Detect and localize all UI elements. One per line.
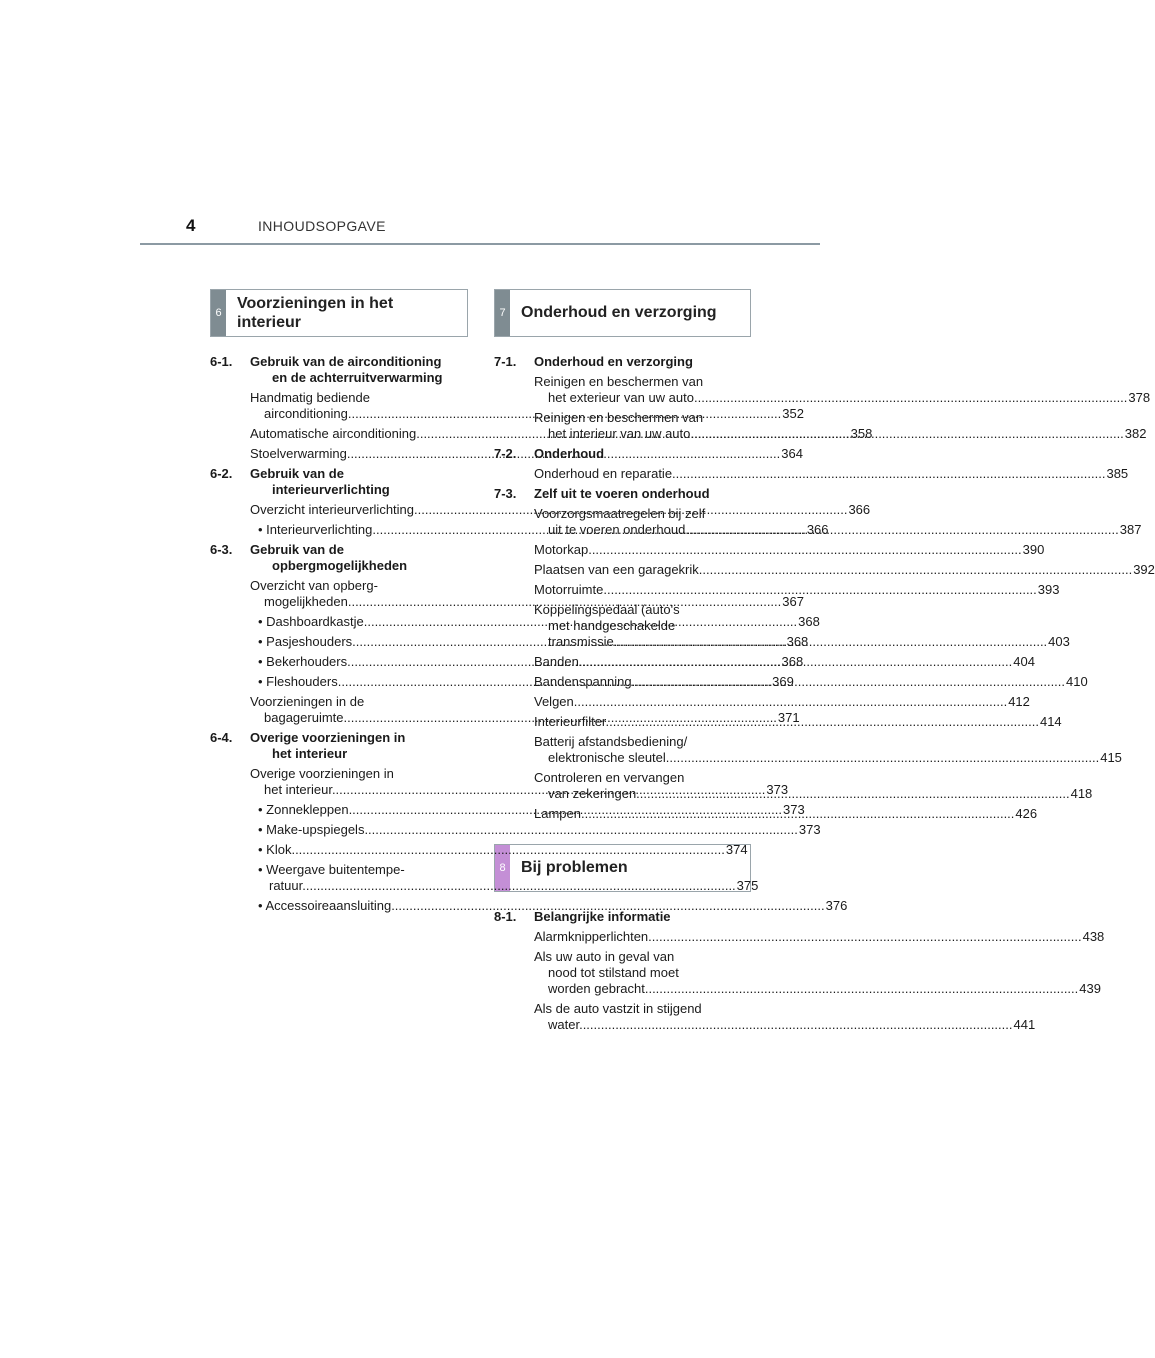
entry-text: • Interieurverlichting bbox=[258, 522, 373, 537]
dot-leader bbox=[603, 582, 1036, 597]
entry-text: mogelijkheden bbox=[264, 594, 348, 609]
entry-text: airconditioning bbox=[264, 406, 348, 421]
entry-text-line: nood tot stilstand moet bbox=[548, 965, 679, 980]
entry-text: uit te voeren onderhoud bbox=[548, 522, 686, 537]
entry-text: • Dashboardkastje bbox=[258, 614, 364, 629]
entry-text-line: Als de auto vastzit in stijgend bbox=[534, 1001, 702, 1016]
page-reference[interactable]: 373 bbox=[798, 822, 821, 837]
header-rule bbox=[140, 243, 820, 245]
chapter-title bbox=[534, 486, 741, 502]
section-7-box bbox=[494, 289, 751, 337]
entry-text-line: Controleren en vervangen bbox=[534, 770, 685, 785]
chapter-heading bbox=[494, 909, 741, 925]
entry-text: Motorruimte bbox=[534, 582, 604, 597]
dot-leader bbox=[302, 878, 735, 893]
chapter-heading bbox=[494, 446, 741, 462]
section-6-title-line: interieur bbox=[237, 314, 302, 331]
chapter-heading bbox=[210, 730, 457, 762]
entry-last-line bbox=[534, 562, 1155, 578]
dot-leader bbox=[632, 674, 1065, 689]
entry-last-line bbox=[258, 822, 821, 838]
toc-entry[interactable] bbox=[534, 1001, 1036, 1033]
dot-leader bbox=[579, 654, 1012, 669]
chapter-title-line: Gebruik van de bbox=[250, 466, 344, 481]
page-reference[interactable]: 352 bbox=[782, 406, 804, 421]
page-reference[interactable]: 375 bbox=[736, 878, 759, 893]
entry-last-line bbox=[534, 582, 1060, 598]
page-reference[interactable]: 410 bbox=[1066, 674, 1088, 689]
dot-leader bbox=[645, 981, 1078, 996]
dot-leader bbox=[364, 822, 797, 837]
entry-text: Overzicht interieurverlichting bbox=[250, 502, 415, 517]
page-reference[interactable]: 414 bbox=[1039, 714, 1062, 729]
entry-text: van zekeringen bbox=[548, 786, 637, 801]
page-reference[interactable]: 385 bbox=[1106, 466, 1129, 481]
page-reference[interactable]: 366 bbox=[848, 502, 871, 517]
chapter-heading bbox=[210, 466, 457, 498]
entry-last-line bbox=[534, 542, 1045, 558]
dot-leader bbox=[685, 522, 1118, 537]
dot-leader bbox=[574, 694, 1007, 709]
entry-text: transmissie bbox=[548, 634, 614, 649]
page-reference[interactable]: 404 bbox=[1013, 654, 1035, 669]
entry-text: het exterieur van uw auto bbox=[548, 390, 694, 405]
page-reference[interactable]: 438 bbox=[1082, 929, 1105, 944]
chapter-heading bbox=[210, 354, 457, 386]
dot-leader bbox=[606, 714, 1039, 729]
entry-text: Plaatsen van een garagekrik bbox=[534, 562, 699, 577]
entry-text: Bandenspanning bbox=[534, 674, 632, 689]
page-reference[interactable]: 393 bbox=[1037, 582, 1060, 597]
toc-entry[interactable] bbox=[534, 542, 1045, 558]
chapter-title-line: Overige voorzieningen in bbox=[250, 730, 406, 745]
chapter-number: 6-3. bbox=[210, 542, 233, 557]
entry-text: • Pasjeshouders bbox=[258, 634, 353, 649]
entry-text-line: • Weergave buitentempe- bbox=[258, 862, 405, 877]
section-8-title: Bij problemen bbox=[521, 859, 628, 876]
toc-entry[interactable] bbox=[534, 694, 1030, 710]
toc-entry[interactable] bbox=[534, 466, 1129, 482]
page-reference[interactable]: 373 bbox=[766, 782, 789, 797]
chapter-title-line: het interieur bbox=[272, 746, 348, 761]
entry-text: • Fleshouders bbox=[258, 674, 338, 689]
header-title: INHOUDSOPGAVE bbox=[258, 218, 386, 234]
chapter-title-line: en de achterruitverwarming bbox=[272, 370, 443, 385]
page-number: 4 bbox=[186, 216, 196, 235]
entry-text: • Accessoireaansluiting bbox=[258, 898, 392, 913]
chapter-title-line: opbergmogelijkheden bbox=[272, 558, 408, 573]
entry-text: • Bekerhouders bbox=[258, 654, 348, 669]
entry-text: worden gebracht bbox=[548, 981, 645, 996]
entry-text: water bbox=[548, 1017, 580, 1032]
dot-leader bbox=[694, 390, 1127, 405]
page-reference[interactable]: 439 bbox=[1079, 981, 1101, 996]
entry-text-line: Als uw auto in geval van bbox=[534, 949, 675, 964]
chapter-heading bbox=[494, 354, 741, 370]
toc-subentry[interactable] bbox=[258, 898, 848, 914]
entry-text: het interieur bbox=[264, 782, 332, 797]
entry-text-line: Koppelingspedaal (auto's bbox=[534, 602, 680, 617]
dot-leader bbox=[690, 426, 1123, 441]
entry-text: Velgen bbox=[534, 694, 574, 709]
entry-text: Automatische airconditioning bbox=[250, 426, 417, 441]
section-8-tab: 8 bbox=[495, 845, 510, 891]
toc-entry[interactable] bbox=[534, 929, 1105, 945]
section-6-title-line: Voorzieningen in het bbox=[237, 295, 394, 312]
page-reference[interactable]: 426 bbox=[1015, 806, 1038, 821]
page-reference[interactable]: 403 bbox=[1048, 634, 1070, 649]
entry-text: • Make-upspiegels bbox=[258, 822, 365, 837]
entry-text: Banden bbox=[534, 654, 579, 669]
page-reference[interactable]: 369 bbox=[772, 674, 794, 689]
toc-entry[interactable] bbox=[534, 949, 1101, 997]
page-reference[interactable]: 368 bbox=[786, 634, 809, 649]
chapter-title bbox=[534, 354, 741, 370]
page-reference[interactable]: 368 bbox=[798, 614, 820, 629]
entry-last-line bbox=[534, 694, 1030, 710]
toc-subentry[interactable] bbox=[258, 842, 748, 858]
entry-text-line: Reinigen en beschermen van bbox=[534, 410, 704, 425]
dot-leader bbox=[636, 786, 1069, 801]
chapter-title bbox=[250, 354, 457, 386]
page-reference[interactable]: 441 bbox=[1013, 1017, 1036, 1032]
chapter-number: 7-3. bbox=[494, 486, 517, 501]
page-reference[interactable]: 387 bbox=[1119, 522, 1142, 537]
entry-text-line: Voorzieningen in de bbox=[250, 694, 365, 709]
toc-subentry[interactable] bbox=[258, 822, 821, 838]
page-header bbox=[0, 216, 960, 246]
dot-leader bbox=[672, 466, 1105, 481]
entry-last-line bbox=[258, 898, 848, 914]
section-6-box bbox=[210, 289, 468, 337]
chapter-number: 7-2. bbox=[494, 446, 517, 461]
section-7-title: Onderhoud en verzorging bbox=[521, 304, 717, 321]
entry-text: bagageruimte bbox=[264, 710, 344, 725]
entry-text: • Zonnekleppen bbox=[258, 802, 349, 817]
chapter-title-line: Gebruik van de airconditioning bbox=[250, 354, 442, 369]
entry-last-line bbox=[258, 842, 748, 858]
dot-leader bbox=[588, 542, 1021, 557]
chapter-title bbox=[250, 466, 457, 498]
entry-text-line: Voorzorgsmaatregelen bij zelf bbox=[534, 506, 706, 521]
entry-text: Motorkap bbox=[534, 542, 589, 557]
entry-last-line bbox=[534, 929, 1105, 945]
entry-text: • Klok bbox=[258, 842, 292, 857]
dot-leader bbox=[648, 929, 1081, 944]
toc-entry[interactable] bbox=[534, 582, 1060, 598]
entry-text: Stoelverwarming bbox=[250, 446, 347, 461]
section-7-tab: 7 bbox=[495, 290, 510, 336]
page-reference[interactable]: 367 bbox=[782, 594, 804, 609]
page-reference[interactable]: 376 bbox=[825, 898, 848, 913]
page-reference[interactable]: 368 bbox=[781, 654, 804, 669]
page-reference[interactable]: 366 bbox=[806, 522, 829, 537]
entry-text-line: Handmatig bediende bbox=[250, 390, 370, 405]
entry-text-line: Batterij afstandsbediening/ bbox=[534, 734, 688, 749]
entry-text-line: Overige voorzieningen in bbox=[250, 766, 394, 781]
dot-leader bbox=[581, 806, 1014, 821]
entry-text: elektronische sleutel bbox=[548, 750, 666, 765]
chapter-title bbox=[250, 542, 457, 574]
chapter-title-line: Onderhoud en verzorging bbox=[534, 354, 693, 369]
entry-text-line: Reinigen en beschermen van bbox=[534, 374, 704, 389]
chapter-number: 6-1. bbox=[210, 354, 233, 369]
entry-last-line bbox=[534, 390, 1151, 406]
dot-leader bbox=[579, 1017, 1012, 1032]
entry-text-line: Overzicht van opberg- bbox=[250, 578, 378, 593]
chapter-heading bbox=[210, 542, 457, 574]
chapter-title-line: Belangrijke informatie bbox=[534, 909, 671, 924]
page-reference[interactable]: 382 bbox=[1124, 426, 1147, 441]
dot-leader bbox=[666, 750, 1099, 765]
page-reference[interactable]: 412 bbox=[1008, 694, 1030, 709]
chapter-title-line: Onderhoud bbox=[534, 446, 605, 461]
page-reference[interactable]: 373 bbox=[782, 802, 805, 817]
entry-last-line bbox=[534, 1017, 1036, 1033]
dot-leader bbox=[699, 562, 1132, 577]
chapter-number: 8-1. bbox=[494, 909, 517, 924]
dot-leader bbox=[614, 634, 1047, 649]
page-reference[interactable]: 392 bbox=[1133, 562, 1155, 577]
chapter-number: 6-2. bbox=[210, 466, 233, 481]
entry-text: ratuur bbox=[269, 878, 303, 893]
page-reference[interactable]: 358 bbox=[850, 426, 873, 441]
page-reference[interactable]: 415 bbox=[1100, 750, 1122, 765]
chapter-title bbox=[534, 909, 741, 925]
page-reference[interactable]: 378 bbox=[1128, 390, 1151, 405]
page-reference[interactable]: 371 bbox=[777, 710, 800, 725]
section-6-tab: 6 bbox=[211, 290, 226, 336]
chapter-title-line: interieurverlichting bbox=[272, 482, 390, 497]
entry-last-line bbox=[258, 878, 759, 894]
chapter-heading bbox=[494, 486, 741, 502]
page-reference[interactable]: 374 bbox=[725, 842, 748, 857]
section-6-title bbox=[237, 294, 393, 332]
chapter-title bbox=[534, 446, 741, 462]
entry-text-line: met handgeschakelde bbox=[548, 618, 676, 633]
entry-text: Alarmknipperlichten bbox=[534, 929, 649, 944]
dot-leader bbox=[291, 842, 724, 857]
chapter-title bbox=[250, 730, 457, 762]
toc-entry[interactable] bbox=[534, 374, 1151, 406]
entry-last-line bbox=[534, 466, 1129, 482]
toc-entry[interactable] bbox=[534, 734, 1122, 766]
chapter-number: 7-1. bbox=[494, 354, 517, 369]
entry-last-line bbox=[534, 750, 1122, 766]
page-reference[interactable]: 418 bbox=[1070, 786, 1093, 801]
page-reference[interactable]: 390 bbox=[1022, 542, 1045, 557]
entry-text: Interieurfilter bbox=[534, 714, 606, 729]
page-reference[interactable]: 364 bbox=[781, 446, 803, 461]
entry-text: Lampen bbox=[534, 806, 581, 821]
chapter-title-line: Zelf uit te voeren onderhoud bbox=[534, 486, 710, 501]
entry-text: Onderhoud en reparatie bbox=[534, 466, 673, 481]
chapter-title-line: Gebruik van de bbox=[250, 542, 344, 557]
entry-text: het interieur van uw auto bbox=[548, 426, 691, 441]
chapter-number: 6-4. bbox=[210, 730, 233, 745]
toc-entry[interactable] bbox=[534, 562, 1155, 578]
entry-last-line bbox=[534, 981, 1101, 997]
